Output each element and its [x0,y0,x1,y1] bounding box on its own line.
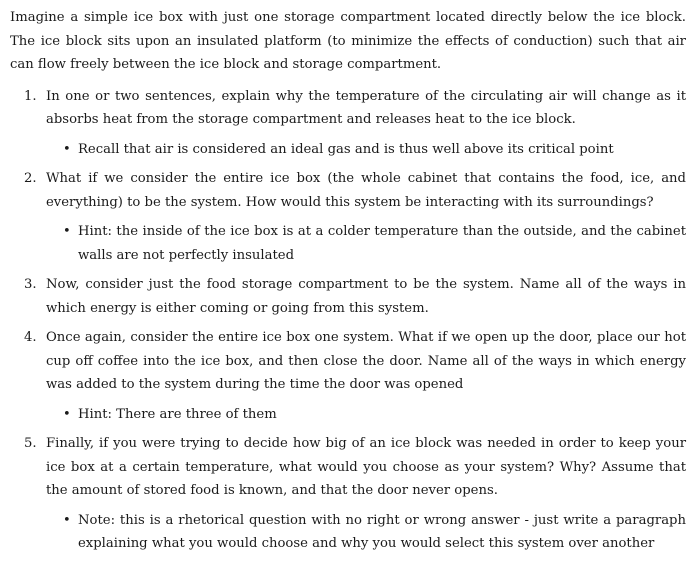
question-item-3 [10,273,686,320]
question-text: Once again, consider the entire ice box one system. What if we open up the door, place our hot cup off coffee into the ice box, and then close the door. Name all of the ways in which energy was added to the system during the time the door was opened [46,330,686,392]
intro-paragraph: Imagine a simple ice box with just one storage compartment located directly below the ice block. The ice block sits upon an insulated platform (to minimize the effects of conduction) such that air can flow freely between the ice block and storage compartment. [10,10,686,72]
note-text: Recall that air is considered an ideal gas and is thus well above its critical point [78,141,614,157]
note-item [46,509,686,556]
question-number: 3. [24,277,37,292]
question-list [10,85,686,556]
question-item-5 [10,432,686,556]
question-notes [46,138,686,162]
question-number: 2. [24,171,37,186]
question-notes [46,509,686,556]
note-item [46,220,686,267]
question-text: What if we consider the entire ice box (the whole cabinet that contains the food, ice, and everything) to be the system. How would this system be interacting with its surroundings? [46,171,686,210]
question-item-2 [10,167,686,267]
note-text: Hint: There are three of them [78,406,277,422]
note-text: Hint: the inside of the ice box is at a colder temperature than the outside, and the cabinet walls are not perfectly insulated [78,224,686,263]
bullet-icon: • [63,141,71,157]
question-number: 4. [24,330,37,345]
question-number: 1. [24,88,37,104]
question-item-4 [10,326,686,426]
question-text: In one or two sentences, explain why the temperature of the circulating air will change as it absorbs heat from the storage compartment and releases heat to the ice block. [46,88,686,127]
note-item [46,138,686,162]
bullet-icon: • [63,406,71,422]
question-text: Finally, if you were trying to decide how big of an ice block was needed in order to keep your ice box at a certain temperature, what would you choose as your system? Why? Assume that the amount of stored food is known, and that the door never opens. [46,436,686,498]
note-item [46,403,686,427]
bullet-icon: • [63,512,71,528]
question-number: 5. [24,436,37,451]
question-notes [46,403,686,427]
question-text: Now, consider just the food storage compartment to be the system. Name all of the ways in which energy is either coming or going from this system. [46,277,686,316]
question-notes [46,220,686,267]
question-item-1 [10,85,686,162]
note-text: Note: this is a rhetorical question with no right or wrong answer - just write a paragraph explaining what you would choose and why you would select this system over another [78,512,686,551]
bullet-icon: • [63,224,71,239]
